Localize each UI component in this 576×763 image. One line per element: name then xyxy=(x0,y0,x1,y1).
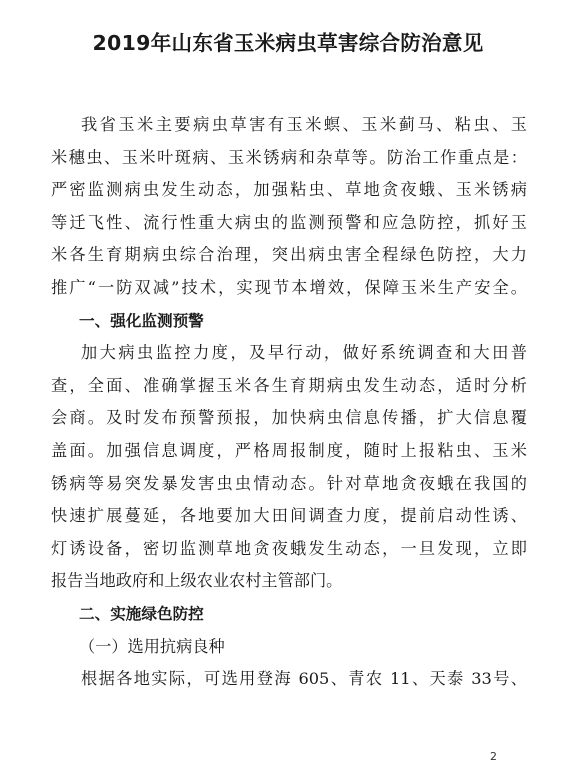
paragraph-line: 等迁飞性、流行性重大病虫的监测预警和应急防控，抓好玉 xyxy=(51,212,527,232)
document-title: 2019年山东省玉米病虫草害综合防治意见 xyxy=(92,31,484,55)
paragraph-line: 严密监测病虫发生动态，加强粘虫、草地贪夜蛾、玉米锈病 xyxy=(51,180,527,200)
paragraph-line: 米穗虫、玉米叶斑病、玉米锈病和杂草等。防治工作重点是： xyxy=(51,147,527,167)
paragraph-line: 我省玉米主要病虫草害有玉米螟、玉米蓟马、粘虫、玉 xyxy=(81,115,527,134)
page-number: 2 xyxy=(490,750,497,763)
section-heading: 二、实施绿色防控 xyxy=(79,604,204,623)
paragraph-line: 加大病虫监控力度，及早行动，做好系统调查和大田普 xyxy=(81,343,527,363)
paragraph-line: 锈病等易突发暴发害虫虫情动态。针对草地贪夜蛾在我国的 xyxy=(51,473,527,493)
paragraph-line: 灯诱设备，密切监测草地贪夜蛾发生动态，一旦发现，立即 xyxy=(51,538,527,558)
paragraph-line: 米各生育期病虫综合治理，突出病虫害全程绿色防控，大力 xyxy=(51,245,527,265)
subsection-heading: （一）选用抗病良种 xyxy=(79,636,225,656)
paragraph-line: 报告当地政府和上级农业农村主管部门。 xyxy=(51,571,343,591)
section-heading: 一、强化监测预警 xyxy=(79,311,204,330)
paragraph-line: 盖面。加强信息调度，严格周报制度，随时上报粘虫、玉米 xyxy=(51,440,527,460)
paragraph-line: 根据各地实际，可选用登海 605、青农 11、天泰 33号、 xyxy=(81,669,527,689)
paragraph-line: 推广“一防双减”技术，实现节本增效，保障玉米生产安全。 xyxy=(51,277,527,297)
paragraph-line: 会商。及时发布预警预报，加快病虫信息传播，扩大信息覆 xyxy=(51,408,527,428)
paragraph-line: 快速扩展蔓延，各地要加大田间调查力度，提前启动性诱、 xyxy=(51,506,527,526)
document-body xyxy=(51,109,527,696)
paragraph-line: 查，全面、准确掌握玉米各生育期病虫发生动态，适时分析 xyxy=(51,375,527,395)
